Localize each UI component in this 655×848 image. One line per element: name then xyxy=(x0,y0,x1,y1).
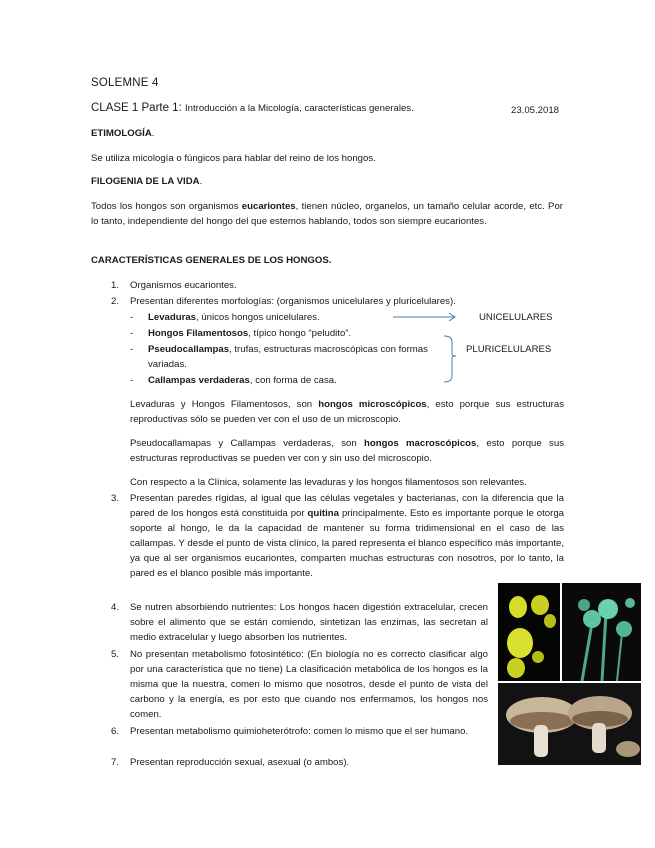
item3-bold: quitina xyxy=(307,508,339,519)
class-date: 23.05.2018 xyxy=(511,105,560,116)
macro-text-a: Pseudocallamapas y Callampas verdaderas, son xyxy=(130,438,365,449)
sublist-item-levaduras xyxy=(130,310,430,325)
sublist-item-pseudocallampas xyxy=(130,342,430,372)
filogenia-heading-punct: . xyxy=(199,176,203,187)
dash-bullet: - xyxy=(130,375,134,386)
macro-bold: hongos macroscópicos xyxy=(364,438,477,449)
label-unicelulares: UNICELULARES xyxy=(479,312,553,323)
list-item-1 xyxy=(111,278,561,293)
list-item-7: Presentan reproducción sexual, asexual (o ambos). xyxy=(130,757,350,768)
list-number-3: 3. xyxy=(111,493,120,504)
list-number-6: 6. xyxy=(111,726,120,737)
micro-text-b: , esto porque sus estructuras reproductivas sólo se pueden ver con el uso de un microscopio. xyxy=(130,399,564,425)
sublist-rest: , típico hongo “peludito”. xyxy=(248,328,352,339)
classification-arrows xyxy=(390,306,470,386)
item3-text-a: Presentan paredes rígidas, al igual que las células vegetales y bacterianas, con la diferencia que la pared de los hongos está constituida por xyxy=(130,493,564,519)
paragraph-clinica: Con respecto a la Clínica, solamente las levaduras y los hongos filamentosos son relevantes. xyxy=(130,477,527,488)
etimologia-text: Se utiliza micología o fúngicos para hablar del reino de los hongos. xyxy=(91,153,376,164)
list-number-5: 5. xyxy=(111,649,120,660)
list-item-5: No presentan metabolismo fotosintético: (En biología no es correcto clasificar algo por una característica que no tiene) La clasificación metabólica de los hongos es la misma que la nuestra, comen lo mismo que nosotros, desde el punto de vista del carbono y la energía, es por esto que cuando nos enfermamos, los hongos nos comen. xyxy=(130,649,488,720)
filogenia-paragraph xyxy=(91,199,563,229)
list-item-3 xyxy=(130,491,564,581)
list-text: Organismos eucariontes. xyxy=(130,280,237,291)
label-pluricelulares: PLURICELULARES xyxy=(466,344,552,355)
micro-bold: hongos microscópicos xyxy=(318,399,427,410)
sublist-item-callampas xyxy=(130,373,430,388)
mushrooms-image xyxy=(498,683,641,765)
filogenia-text-b: , tienen núcleo, organelos, un tamaño celular acorde, etc. Por lo tanto, independiente del hongo del que estemos hablando, todos son siempre eucariontes. xyxy=(91,201,563,227)
filogenia-heading xyxy=(91,176,202,187)
dash-bullet: - xyxy=(130,344,134,355)
sublist-bold: Callampas verdaderas xyxy=(148,375,250,386)
dash-bullet: - xyxy=(130,312,134,323)
class-topic: Introducción a la Micología, características generales. xyxy=(184,103,414,114)
etimologia-heading xyxy=(91,128,154,139)
list-number: 2. xyxy=(111,296,120,307)
list-item-4: Se nutren absorbiendo nutrientes: Los hongos hacen digestión extracelular, crecen sobre el alimento que se están comiendo, sintetizan las enzimas, las secretan al medio extracelular y luego absorben los nutrientes. xyxy=(130,602,488,643)
mushroom-icon xyxy=(498,683,641,765)
class-label: CLASE 1 Parte 1: xyxy=(91,102,182,114)
sublist-item-filamentosos xyxy=(130,326,430,341)
item3-text-b: principalmente. Esto es importante porque le otorga soporte al hongo, le da la capacidad de mantener su forma tridimensional en el caso de las callampas. Y desde el punto de vista clínico, la pared representa el blanco específico más importante, ya que al ser organismos eucariontes, comparten muchas estructuras con nosotros, por lo tanto, la pared es el blanco posible más importante. xyxy=(130,508,564,579)
filogenia-text-a: Todos los hongos son organismos xyxy=(91,201,242,212)
document-title: SOLEMNE 4 xyxy=(91,77,159,89)
sublist-bold: Levaduras xyxy=(148,312,196,323)
paragraph-microscopicos xyxy=(130,397,564,427)
sublist-rest: , con forma de casa. xyxy=(249,375,337,386)
mold-conidiophores-icon xyxy=(562,583,641,681)
sublist-rest: , únicos hongos unicelulares. xyxy=(196,312,320,323)
list-number-7: 7. xyxy=(111,757,120,768)
class-heading xyxy=(91,102,414,114)
list-number: 1. xyxy=(111,280,120,291)
filogenia-heading-text: FILOGENIA DE LA VIDA xyxy=(91,176,200,187)
caracteristicas-heading: CARACTERÍSTICAS GENERALES DE LOS HONGOS. xyxy=(91,255,332,266)
macro-text-b: , esto porque sus estructuras reproductivas se pueden ver con y sin uso del microscopio. xyxy=(130,438,564,464)
list-item-2 xyxy=(111,294,561,309)
sublist-bold: Hongos Filamentosos xyxy=(148,328,249,339)
list-text: Presentan diferentes morfologías: (organismos unicelulares y pluricelulares). xyxy=(130,296,456,307)
filamentous-fungus-image xyxy=(562,583,641,681)
sublist-bold: Pseudocallampas xyxy=(148,344,230,355)
micro-text-a: Levaduras y Hongos Filamentosos, son xyxy=(130,399,319,410)
list-item-6: Presentan metabolismo quimioheterótrofo: comen lo mismo que el ser humano. xyxy=(130,726,469,737)
filogenia-bold: eucariontes xyxy=(241,201,296,212)
yeast-cells-icon xyxy=(498,583,560,681)
yeast-cells-image xyxy=(498,583,560,681)
dash-bullet: - xyxy=(130,328,134,339)
list-number-4: 4. xyxy=(111,602,120,613)
paragraph-macroscopicos xyxy=(130,436,564,466)
etimologia-heading-text: ETIMOLOGÍA xyxy=(91,128,152,139)
brace-icon xyxy=(444,336,456,382)
sublist-rest: , trufas, estructuras macroscópicas con formas variadas. xyxy=(148,344,428,370)
etimologia-heading-punct: . xyxy=(151,128,155,139)
